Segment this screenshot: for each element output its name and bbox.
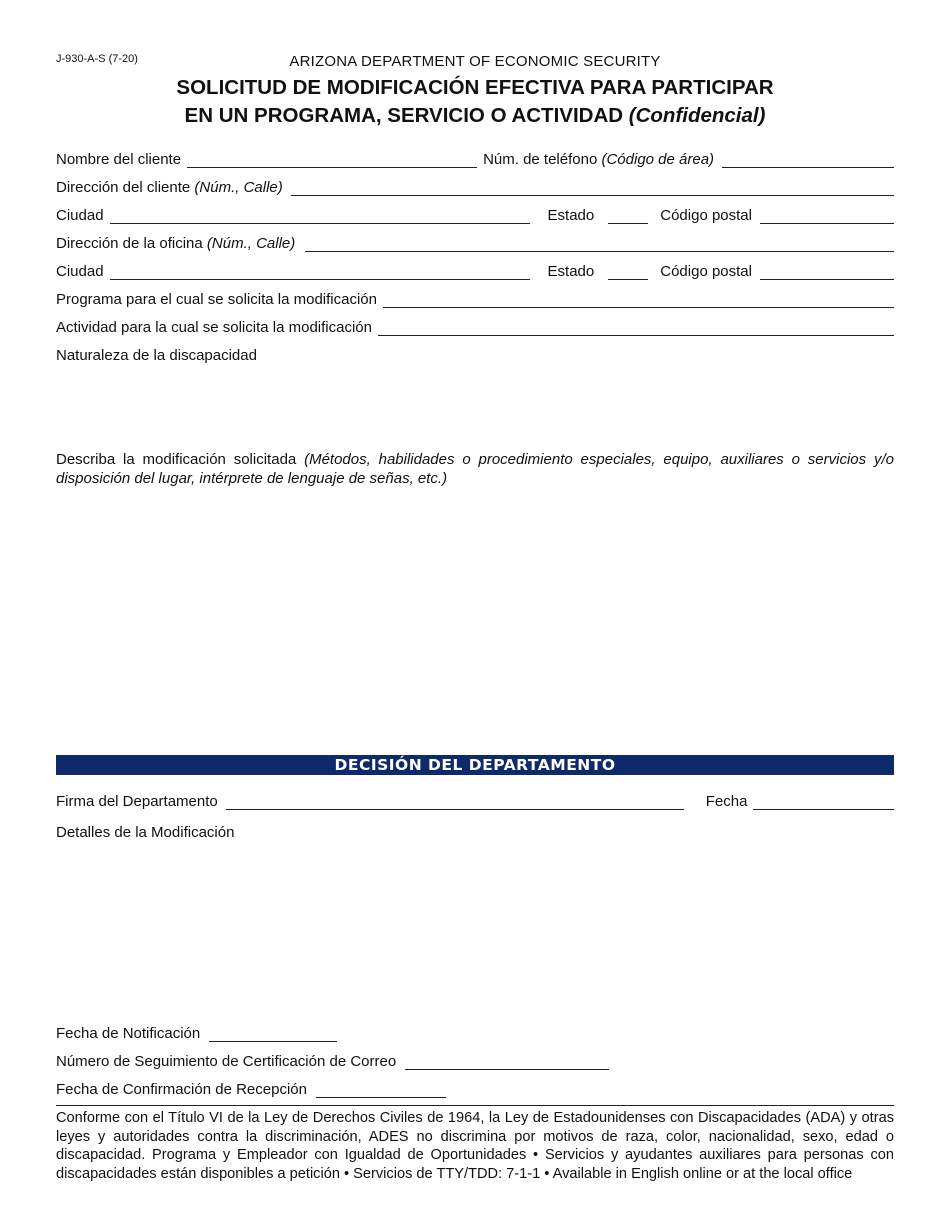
- decision-banner: DECISIÓN DEL DEPARTAMENTO: [56, 755, 894, 775]
- phone-label-main: Núm. de teléfono: [483, 151, 602, 168]
- notification-date-row: [56, 1022, 894, 1042]
- describe-label: Describa la modificación solicitada: [56, 451, 305, 468]
- notification-date-label: Fecha de Notificación: [56, 1025, 201, 1042]
- form-title-line2: [0, 104, 950, 128]
- client-state-field[interactable]: [608, 209, 648, 224]
- nondiscrimination-footer: Conforme con el Título VI de la Ley de Derechos Civiles de 1964, la Ley de Estadounidenses con Discapacidades (ADA) y otras leyes y autoridades contra la discriminación, ADES no discrimina por motivos de raza, color, nacionalidad, sexo, edad o discapacidad. Programa y Empleador con Igualdad de Oportunidades • Servicios y ayudantes auxiliares para personas con discapacidades están disponibles a petición • Servicios de TTY/TDD: 7-1-1 • Available in English online or at the local office: [56, 1105, 894, 1183]
- client-city-label: Ciudad: [56, 207, 104, 224]
- disability-label: Naturaleza de la discapacidad: [56, 347, 257, 364]
- signature-field[interactable]: [226, 795, 684, 810]
- office-city-label: Ciudad: [56, 263, 104, 280]
- office-city-field[interactable]: [110, 265, 530, 280]
- details-label: Detalles de la Modificación: [56, 824, 235, 841]
- decision-date-label: Fecha: [705, 793, 748, 810]
- form-code: J-930-A-S (7-20): [56, 53, 138, 65]
- signature-label: Firma del Departamento: [56, 793, 218, 810]
- client-address-label: [56, 179, 283, 196]
- activity-label: Actividad para la cual se solicita la modificación: [56, 319, 372, 336]
- phone-field[interactable]: [722, 153, 894, 168]
- client-address-hint: (Núm., Calle): [194, 179, 283, 196]
- client-zip-label: Código postal: [660, 207, 752, 224]
- office-address-label: [56, 235, 295, 252]
- decision-date-field[interactable]: [753, 795, 894, 810]
- describe-modification: [56, 450, 894, 488]
- client-city-field[interactable]: [110, 209, 530, 224]
- describe-hint: (Métodos, habilidades o procedimiento especiales, equipo, auxiliares o servicios y/o disposición del lugar, intérprete de lenguaje de señas, etc.): [56, 451, 894, 487]
- office-zip-label: Código postal: [660, 263, 752, 280]
- office-state-label: Estado: [547, 263, 595, 280]
- program-field[interactable]: [383, 293, 894, 308]
- client-zip-field[interactable]: [760, 209, 894, 224]
- receipt-date-row: [56, 1078, 894, 1098]
- receipt-date-label: Fecha de Confirmación de Recepción: [56, 1081, 307, 1098]
- agency-name: ARIZONA DEPARTMENT OF ECONOMIC SECURITY: [289, 53, 661, 70]
- office-address-hint: (Núm., Calle): [206, 235, 296, 252]
- office-address-field[interactable]: [305, 237, 894, 252]
- program-row: [56, 288, 894, 308]
- confidential-label: (Confidencial): [628, 104, 766, 127]
- client-name-field[interactable]: [187, 153, 477, 168]
- signature-row: [56, 790, 894, 810]
- tracking-field[interactable]: [405, 1055, 609, 1070]
- client-address-field[interactable]: [291, 181, 894, 196]
- office-address-row: [56, 232, 894, 252]
- client-name-label: Nombre del cliente: [56, 151, 182, 168]
- client-address-row: [56, 176, 894, 196]
- notification-date-field[interactable]: [209, 1027, 337, 1042]
- receipt-date-field[interactable]: [316, 1083, 446, 1098]
- activity-field[interactable]: [378, 321, 894, 336]
- phone-label: [483, 151, 714, 168]
- office-state-field[interactable]: [608, 265, 648, 280]
- form-title-line1: SOLICITUD DE MODIFICACIÓN EFECTIVA PARA PARTICIPAR: [176, 76, 774, 99]
- tracking-row: [56, 1050, 894, 1070]
- office-city-row: [56, 260, 894, 280]
- program-label: Programa para el cual se solicita la modificación: [56, 291, 377, 308]
- client-city-row: [56, 204, 894, 224]
- activity-row: [56, 316, 894, 336]
- form-title-line2-main: EN UN PROGRAMA, SERVICIO O ACTIVIDAD: [184, 104, 629, 127]
- client-state-label: Estado: [547, 207, 595, 224]
- client-name-row: [56, 148, 894, 168]
- client-address-label-main: Dirección del cliente: [56, 179, 195, 196]
- tracking-label: Número de Seguimiento de Certificación de Correo: [56, 1053, 397, 1070]
- office-address-label-main: Dirección de la oficina: [56, 235, 207, 252]
- phone-hint: (Código de área): [601, 151, 715, 168]
- office-zip-field[interactable]: [760, 265, 894, 280]
